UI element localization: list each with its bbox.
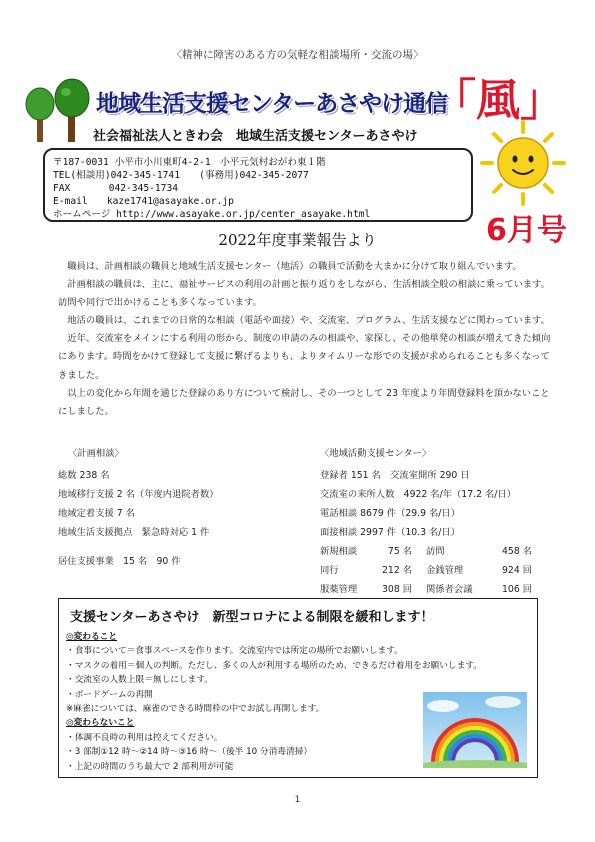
stats-label: 新規相談 — [320, 546, 358, 557]
notice-item: ・交流室の人数上限＝無しにします。 — [66, 675, 213, 686]
notice-item: ・マスクの着用＝個人の判断。ただし、多くの人が利用する場所のため、できるだけ着用をお願いします。 — [66, 660, 482, 671]
stats-grid-row — [320, 580, 560, 599]
contact-info-box — [43, 148, 473, 222]
stats-value: 212 名 — [382, 565, 412, 576]
email-address: E-mail kaze1741@asayake.or.jp — [53, 196, 234, 207]
notice-title: 支援センターあさやけ 新型コロナによる制限を緩和します！ — [70, 610, 434, 625]
postal-address: 〒187-0031 小平市小川東町4-2-1 小平元気村おがわ東１階 — [53, 157, 326, 168]
plan-consult-line: 居住支援事業 15 名 90 件 — [58, 556, 181, 567]
report-title: 2022年度事業報告より — [218, 231, 377, 249]
notice-item: ・ボードゲームの再開 — [66, 689, 153, 700]
trees-icon — [24, 78, 96, 144]
notice-item: ・体調不良時の利用は控えてください。 — [66, 732, 223, 743]
page-number: 1 — [294, 795, 301, 805]
changes-heading: ◎変わること — [66, 632, 118, 642]
homepage-url: ホームページ http://www.asayake.or.jp/center_asayake.html — [53, 209, 371, 220]
report-paragraph: 地活の職員は、これまでの日常的な相談（電話や面接）や、交流室、プログラム、生活支援などに関わっています。 — [67, 315, 550, 327]
report-paragraph: 職員は、計画相談の職員と地域生活支援センター（地活）の職員で活動を大まかに分けて取り組んでいます。 — [67, 261, 522, 272]
report-paragraph: 計画相談の職員は、主に、福祉サービスの利用の計画と振り返りをしながら、生活相談全般の相談に乗っています。訪問や同行で出かけることも多くなっています。 — [58, 279, 550, 309]
stats-label: 訪問 — [426, 546, 445, 557]
stats-label: 金銭管理 — [426, 565, 464, 576]
newsletter-title: 地域生活支援センターあさやけ通信 — [96, 91, 448, 117]
notice-item: ・3 部制①12 時～②14 時～③16 時～（後半 10 分消毒清掃） — [66, 747, 313, 758]
center-stats-line: 電話相談 8679 件（29.9 名/日） — [320, 508, 461, 519]
report-paragraph: 近年、交流室をメインにする利用の形から、制度の申請のみの相談や、家探し、その他単発の相談が増えてきた傾向にあります。時間をかけて登録して支援に繋げるよりも、よりタイムリーな形での支援が求められることも多くなってきました。 — [58, 333, 551, 381]
plan-consult-heading: 〈計画相談〉 — [68, 448, 124, 459]
center-stats-line: 面接相談 2997 件（10.3 名/日） — [320, 527, 461, 538]
notice-item: ※麻雀については、麻雀のできる時間枠の中でお試し再開します。 — [66, 703, 325, 714]
report-paragraph: 以上の変化から年間を通じた登録のあり方について検討し、その一つとして 23 年度より年間登録料を頂かないことにしました。 — [58, 387, 550, 417]
notice-item: ・上記の時間のうち最大で 2 部利用が可能 — [66, 761, 234, 772]
sun-icon — [478, 118, 568, 208]
stats-label: 服薬管理 — [320, 584, 358, 595]
stats-value: 308 回 — [382, 584, 412, 595]
stats-value: 924 回 — [502, 565, 532, 576]
stats-grid-row — [320, 561, 560, 580]
plan-consult-section — [58, 445, 278, 571]
rainbow-icon — [423, 692, 527, 768]
plan-consult-line: 地域定着支援 7 名 — [58, 508, 135, 519]
newsletter-name: 「風」 — [432, 75, 564, 126]
organization-name: 社会福祉法人ときわ会 地域生活支援センターあさやけ — [93, 129, 418, 144]
stats-value: 106 回 — [502, 584, 532, 595]
tagline: 〈精神に障害のある方の気軽な相談場所・交流の場〉 — [171, 49, 424, 61]
plan-consult-line: 地域移行支援 2 名（年度内退院者数） — [58, 489, 219, 500]
fax-number: FAX 042-345-1734 — [53, 183, 179, 194]
stats-value: 458 名 — [502, 546, 532, 557]
center-stats-section — [320, 445, 560, 599]
center-stats-line: 交流室の来所人数 4922 名/年（17.2 名/日） — [320, 489, 516, 500]
center-stats-line: 登録者 151 名 交流室開所 290 日 — [320, 470, 470, 481]
stats-label: 関係者会議 — [426, 584, 473, 595]
unchanged-heading: ◎変わらないこと — [66, 718, 135, 729]
stats-label: 同行 — [320, 565, 339, 576]
report-body — [58, 258, 554, 421]
plan-consult-line: 地域生活支援拠点 緊急時対応 1 件 — [58, 527, 210, 538]
center-stats-heading: 〈地域活動支援センター〉 — [320, 448, 432, 459]
issue-month: 6月号 — [486, 213, 567, 248]
stats-grid-row — [320, 542, 560, 561]
notice-item: ・食事について＝食事スペースを作ります。交流室内では所定の場所でお願いします。 — [66, 646, 403, 657]
plan-consult-line: 総数 238 名 — [58, 470, 110, 481]
phone-numbers: TEL(相談用)042-345-1741 (事務用)042-345-2077 — [53, 170, 309, 181]
stats-value: 75 名 — [387, 546, 412, 557]
